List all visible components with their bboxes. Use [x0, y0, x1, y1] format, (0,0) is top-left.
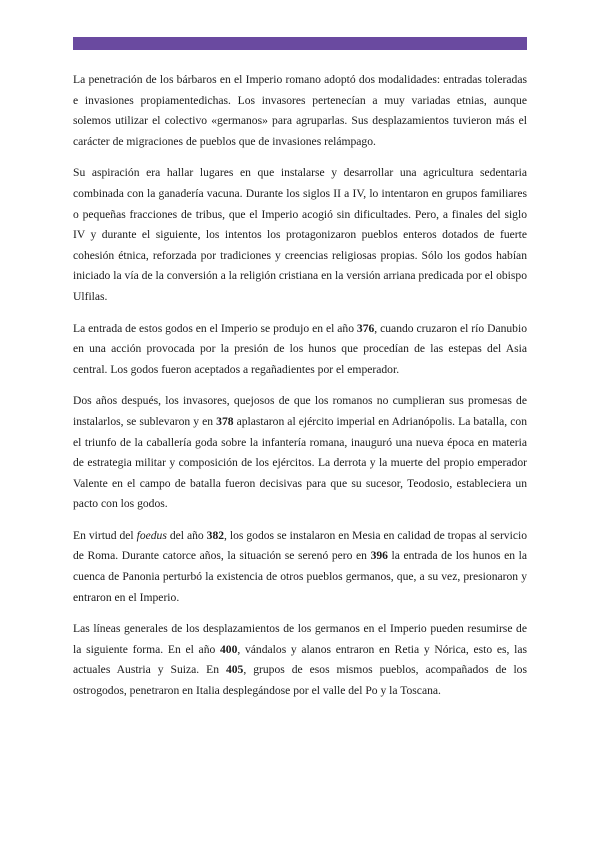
year-378: 378 [216, 414, 234, 428]
text-run: Las líneas generales de los desplazamientos de los germanos en el Imperio pueden resumirse de la siguiente forma. En el año [73, 622, 527, 656]
text-run: La entrada de estos godos en el Imperio se produjo en el año [73, 321, 357, 335]
text-run: , los godos se instalaron en Mesia en calidad de tropas al servicio de Roma. Durante catorce años, la situación se serenó pero en [73, 528, 527, 563]
year-405: 405 [225, 663, 244, 677]
foedus-term: foedus [136, 528, 167, 542]
paragraph [73, 526, 527, 608]
document-body [73, 70, 527, 713]
paragraph [73, 391, 527, 515]
text-run: del año [166, 528, 207, 542]
text-run: Dos años después, los invasores, quejosos de que los romanos no cumplieran sus promesas de instalarlos, se sublevaron y en [73, 394, 527, 428]
text-run: , cuando cruzaron el río Danubio en una acción provocada por la presión de los hunos que procedían de las estepas del Asia central. Los godos fueron aceptados a regañadientes por el emperador. [73, 321, 527, 376]
text-run: La penetración de los bárbaros en el Imperio romano adoptó dos modalidades: entradas toleradas e invasiones propiamentedichas. Los invasores pertenecían a muy variadas etnias, aunque solemos utilizar el colectivo «germanos» para agruparlas. Sus desplazamientos tuvieron más el carácter de migraciones de pueblos que de invasiones relámpago. [73, 73, 527, 148]
year-400: 400 [220, 642, 238, 656]
year-396: 396 [370, 549, 388, 563]
text-run: En virtud del [73, 528, 137, 542]
year-376: 376 [356, 321, 375, 335]
year-382: 382 [206, 528, 225, 542]
text-run: la entrada de los hunos en la cuenca de Panonia perturbó la existencia de otros pueblos germanos, que, a su vez, presionaron y entraron en el Imperio. [73, 549, 527, 604]
paragraph [73, 70, 527, 152]
text-run: Su aspiración era hallar lugares en que instalarse y desarrollar una agricultura sedentaria combinada con la ganadería vacuna. Durante los siglos II a IV, lo intentaron en grupos familiares o pequeñas fracciones de tribus, que el Imperio acogió sin dificultades. Pero, a finales del siglo IV y durante el siguiente, los intentos los protagonizaron pueblos enteros dotados de fuerte cohesión étnica, reforzada por tradiciones y creencias religiosas propias. Sólo los godos habían iniciado la vía de la conversión a la religión cristiana en la versión arriana predicada por el obispo Ulfilas. [73, 166, 527, 303]
paragraph [73, 319, 527, 381]
text-run: , vándalos y alanos entraron en Retia y Nórica, esto es, las actuales Austria y Suiza. En [73, 642, 527, 677]
header-accent-bar [73, 37, 527, 50]
paragraph [73, 619, 527, 701]
paragraph [73, 163, 527, 307]
text-run: , grupos de esos mismos pueblos, acompañados de los ostrogodos, penetraron en Italia desplegándose por el valle del Po y la Toscana. [73, 663, 527, 698]
text-run: aplastaron al ejército imperial en Adrianópolis. La batalla, con el triunfo de la caballería goda sobre la infantería romana, inauguró una nueva época en materia de estrategia militar y composición de los ejércitos. La derrota y la muerte del propio emperador Valente en el campo de batalla fueron decisivas para que su sucesor, Teodosio, estableciera un pacto con los godos. [73, 414, 527, 511]
